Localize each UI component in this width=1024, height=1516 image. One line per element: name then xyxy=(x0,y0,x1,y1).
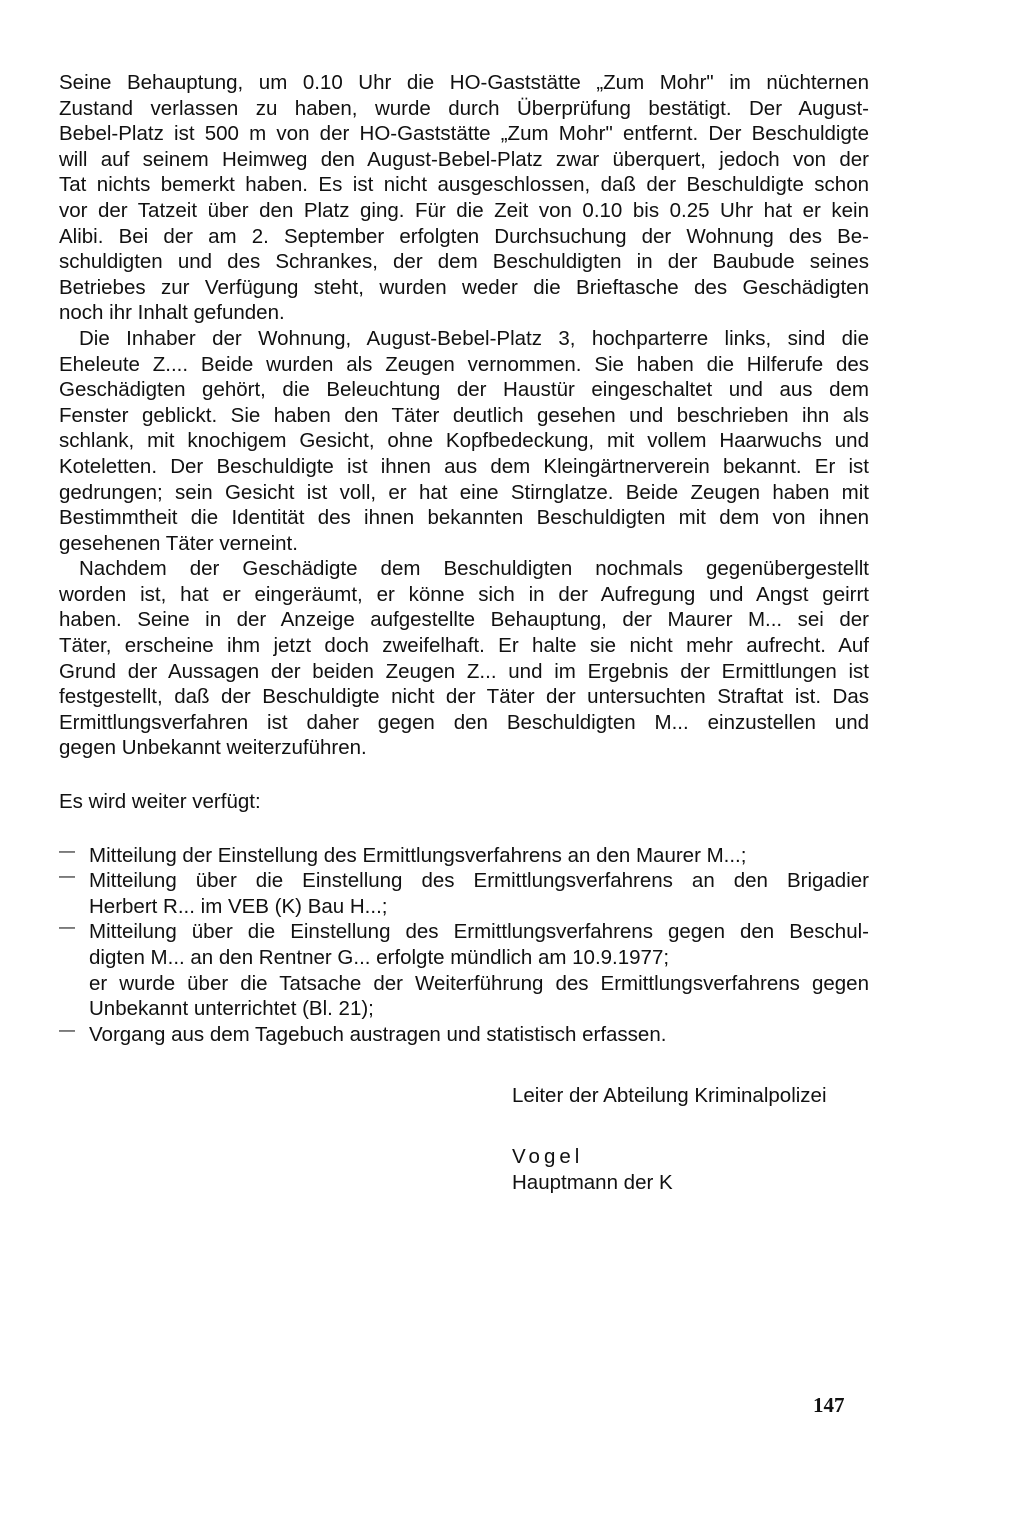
dash-bullet: — xyxy=(59,919,75,937)
text-line: Geschädigten gehört, die Beleuchtung der Haustür eingeschaltet und aus dem xyxy=(59,378,869,402)
text-line: Herbert R... im VEB (K) Bau H...; xyxy=(89,894,388,918)
text-line: gegen Unbekannt weiterzuführen. xyxy=(59,736,367,760)
text-line: Mitteilung über die Einstellung des Ermittlungsverfahrens an den Brigadier xyxy=(89,869,869,893)
text-line: Grund der Aussagen der beiden Zeugen Z... und im Ergebnis der Ermittlungen ist xyxy=(59,659,869,683)
text-line: schlank, mit knochigem Gesicht, ohne Kopfbedeckung, mit vollem Haarwuchs und xyxy=(59,429,869,453)
text-line: Täter, erscheine ihm jetzt doch zweifelhaft. Er halte sie nicht mehr aufrecht. Auf xyxy=(59,634,869,658)
spacer xyxy=(59,761,869,789)
text-line: will auf seinem Heimweg den August-Bebel-Platz zwar überquert, jedoch von der xyxy=(59,147,869,171)
text-line: Bestimmtheit die Identität des ihnen bekannten Beschuldigten mit dem von ihnen xyxy=(59,506,869,530)
text-line: festgestellt, daß der Beschuldigte nicht der Täter der untersuchten Straftat ist. Das xyxy=(59,685,869,709)
paragraph-witness-statements xyxy=(59,326,869,556)
text-line: Fenster geblickt. Sie haben den Täter deutlich gesehen und beschrieben ihn als xyxy=(59,403,869,427)
text-line: Die Inhaber der Wohnung, August-Bebel-Platz 3, hochparterre links, sind die xyxy=(79,326,869,350)
text-line: worden ist, hat er eingeräumt, er könne sich in der Aufregung und Angst geirrt xyxy=(59,582,869,606)
text-line: gedrungen; sein Gesicht ist voll, er hat eine Stirnglatze. Beide Zeugen haben mit xyxy=(59,480,869,504)
dash-bullet: — xyxy=(59,868,75,886)
text-line: digten M... an den Rentner G... erfolgte mündlich am 10.9.1977; xyxy=(89,946,670,969)
list-item xyxy=(59,868,869,919)
text-line: Bebel-Platz ist 500 m von der HO-Gaststätte „Zum Mohr" entfernt. Der Beschuldigte xyxy=(59,122,869,146)
spacer xyxy=(59,815,869,843)
document-body xyxy=(59,70,869,1047)
paragraph-conclusion xyxy=(59,556,869,761)
text-line: Seine Behauptung, um 0.10 Uhr die HO-Gaststätte „Zum Mohr" im nüchternen xyxy=(59,71,869,94)
signature-name: Vogel xyxy=(512,1145,584,1168)
text-line: Vorgang aus dem Tagebuch austragen und statistisch erfassen. xyxy=(89,1022,667,1046)
text-line: Mitteilung über die Einstellung des Ermittlungsverfahrens gegen den Beschul- xyxy=(89,920,869,944)
order-heading: Es wird weiter verfügt: xyxy=(59,790,261,814)
text-line: Nachdem der Geschädigte dem Beschuldigten nochmals gegenübergestellt xyxy=(79,557,869,581)
text-line: Eheleute Z.... Beide wurden als Zeugen vernommen. Sie haben die Hilferufe des xyxy=(59,352,869,376)
text-line: Alibi. Bei der am 2. September erfolgten Durchsuchung der Wohnung des Be- xyxy=(59,224,869,248)
text-line: Zustand verlassen zu haben, wurde durch Überprüfung bestätigt. Der August- xyxy=(59,96,869,120)
signature-rank: Hauptmann der K xyxy=(512,1171,673,1194)
text-line: Tat nichts bemerkt haben. Es ist nicht ausgeschlossen, daß der Beschuldigte schon xyxy=(59,173,869,197)
text-line: Koteletten. Der Beschuldigte ist ihnen aus dem Kleingärtnerverein bekannt. Er ist xyxy=(59,454,869,478)
list-item xyxy=(59,919,869,1021)
list-item xyxy=(59,1022,869,1048)
page-number: 147 xyxy=(813,1393,845,1417)
text-line: gesehenen Täter verneint. xyxy=(59,531,298,555)
list-item xyxy=(59,843,869,869)
dash-bullet: — xyxy=(59,842,75,860)
text-line: schuldigten und des Schrankes, der dem Beschuldigten in der Baubude seines xyxy=(59,250,869,274)
text-line: Betriebes zur Verfügung steht, wurden weder die Brieftasche des Geschädigten xyxy=(59,275,869,299)
dash-bullet: — xyxy=(59,1021,75,1039)
text-line: Ermittlungsverfahren ist daher gegen den Beschuldigten M... einzustellen und xyxy=(59,710,869,734)
text-line: Mitteilung der Einstellung des Ermittlungsverfahrens an den Maurer M...; xyxy=(89,843,747,867)
text-line: er wurde über die Tatsache der Weiterführung des Ermittlungsverfahrens gegen xyxy=(89,971,869,995)
paragraph-investigation-findings xyxy=(59,70,869,326)
text-line: haben. Seine in der Anzeige aufgestellte Behauptung, der Maurer M... sei der xyxy=(59,608,869,632)
text-line: noch ihr Inhalt gefunden. xyxy=(59,301,285,325)
text-line: Unbekannt unterrichtet (Bl. 21); xyxy=(89,997,374,1021)
text-line: vor der Tatzeit über den Platz ging. Für die Zeit von 0.10 bis 0.25 Uhr hat er kein xyxy=(59,198,869,222)
order-list xyxy=(59,843,869,1048)
signature-title: Leiter der Abteilung Kriminalpolizei xyxy=(512,1084,827,1107)
